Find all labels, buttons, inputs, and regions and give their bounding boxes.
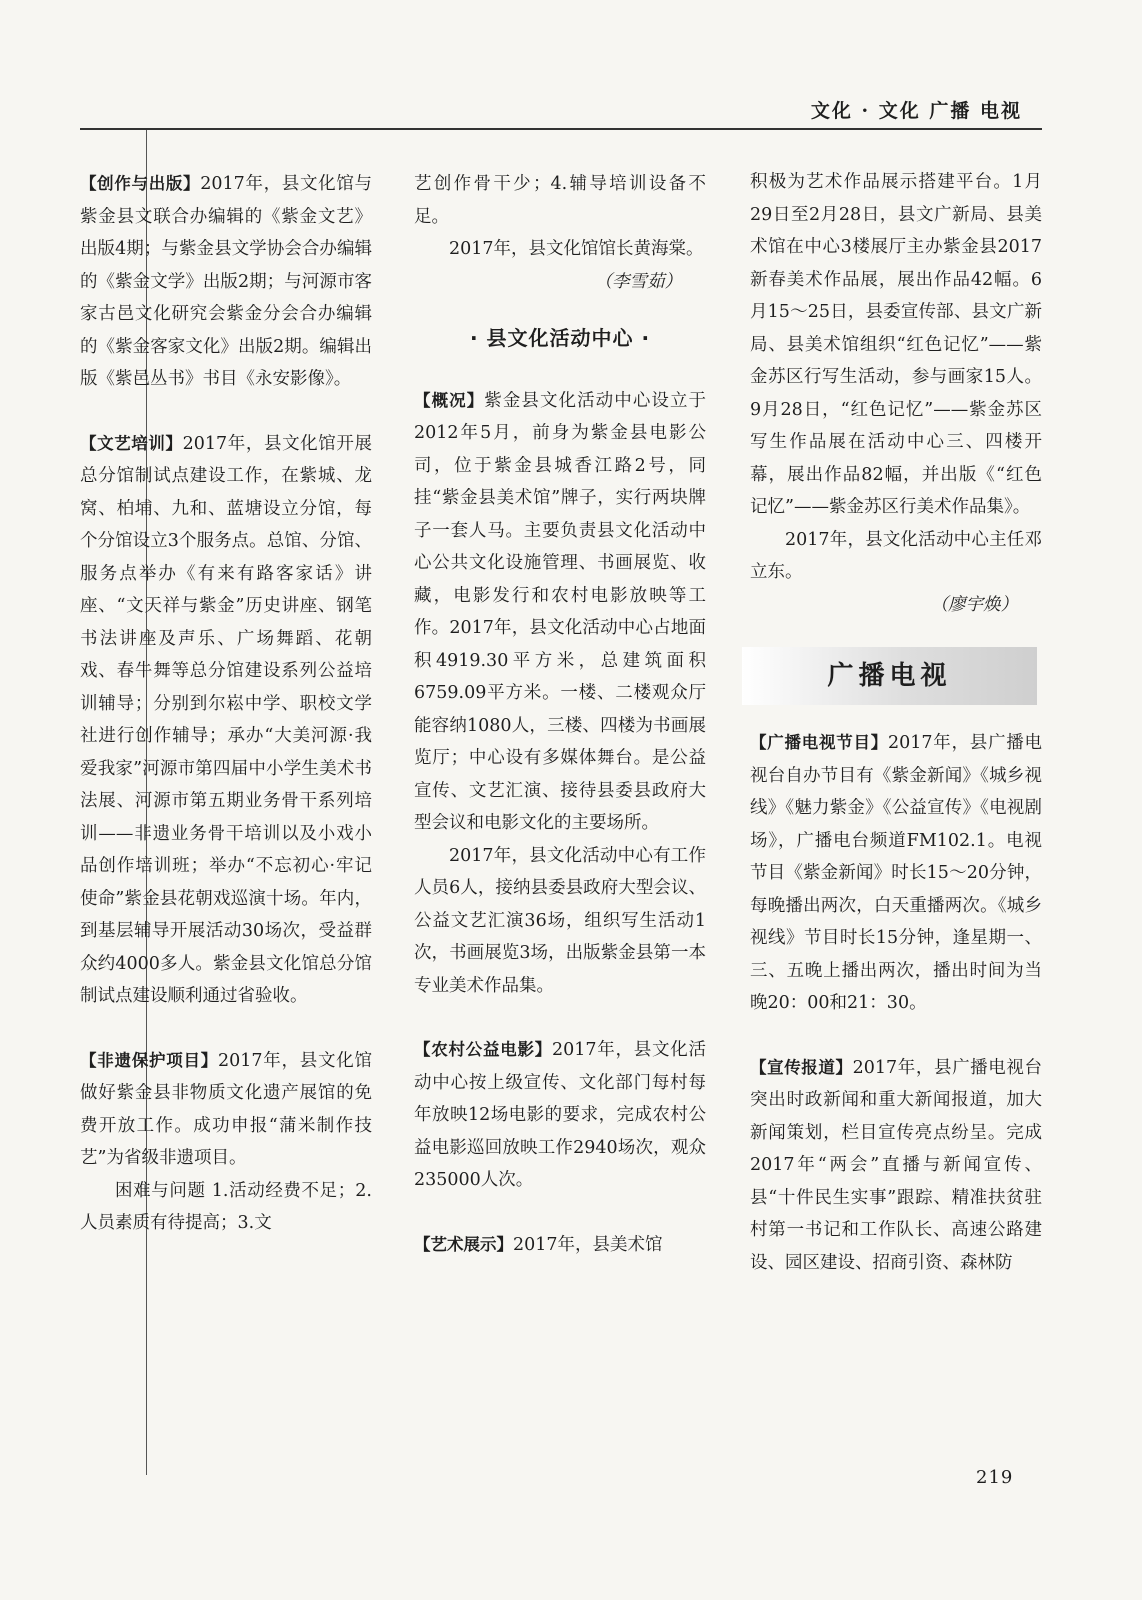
chapter-banner: 广播电视: [742, 647, 1037, 705]
section-creation-publishing: [80, 168, 372, 396]
column-2: [414, 168, 706, 1261]
staff-paragraph: 2017年，县文化活动中心有工作人员6人，接纳县委县政府大型会议、公益文艺汇演36场，组织写生活动1次，书画展览3场，出版紫金县第一本专业美术作品集。: [414, 845, 706, 996]
section-body: 2017年，县文化馆开展总分馆制试点建设工作，在紫城、龙窝、柏埔、九和、蓝塘设立分馆，每个分馆设立3个服务点。总馆、分馆、服务点举办《有来有路客家话》讲座、“文天祥与紫金”历史讲座、钢笔书法讲座及声乐、广场舞蹈、花朝戏、春牛舞等总分馆建设系列公益培训辅导；分别到尔崧中学、职校文学社进行创作辅导；承办“大美河源·我爱我家”河源市第四届中小学生美术书法展、河源市第五期业务骨干系列培训——非遗业务骨干培训以及小戏小品创作培训班；举办“不忘初心·牢记使命”紫金县花朝戏巡演十场。年内，到基层辅导开展活动30场次，受益群众约4000多人。紫金县文化馆总分馆制试点建设顺利通过省验收。: [80, 433, 372, 1006]
section-publicity-reports: [750, 1052, 1042, 1280]
section-intangible-heritage: [80, 1045, 372, 1175]
difficulties-paragraph: 困难与问题 1.活动经费不足；2.人员素质有待提高；3.文: [80, 1180, 372, 1233]
continued-paragraph: 艺创作骨干少；4.辅导培训设备不足。: [414, 174, 706, 227]
author-credit: （李雪茹）: [594, 271, 682, 292]
section-art-display: [414, 1229, 706, 1262]
section-rural-film: [414, 1034, 706, 1197]
section-heading: 【广播电视节目】: [750, 733, 888, 752]
section-heading: 【文艺培训】: [80, 433, 183, 453]
subsection-title: · 县文化活动中心 ·: [469, 326, 651, 350]
section-heading: 【宣传报道】: [750, 1057, 853, 1077]
section-heading: 【艺术展示】: [414, 1234, 513, 1254]
header-rule: [80, 128, 1042, 130]
section-body: 紫金县文化活动中心设立于2012年5月，前身为紫金县电影公司，位于紫金县城香江路2号，同挂“紫金县美术馆”牌子，实行两块牌子一套人马。主要负责县文化活动中心公共文化设施管理、书画展览、收藏，电影发行和农村电影放映等工作。2017年，县文化活动中心占地面积4919.30平方米，总建筑面积6759.09平方米。一楼、二楼观众厅能容纳1080人，三楼、四楼为书画展览厅；中心设有多媒体舞台。是公益宣传、文艺汇演、接待县委县政府大型会议和电影文化的主要场所。: [414, 390, 707, 833]
director-paragraph: 2017年，县文化活动中心主任邓立东。: [750, 529, 1042, 582]
section-body: 2017年，县文化馆与紫金县文联合办编辑的《紫金文艺》出版4期；与紫金县文学协会合办编辑的《紫金文学》出版2期；与河源市客家古邑文化研究会紫金分会合办编辑的《紫金客家文化》出版2期。编辑出版《紫邑丛书》书目《永安影像》。: [80, 174, 372, 389]
section-overview: [414, 385, 706, 840]
section-heading: 【创作与出版】: [80, 174, 201, 193]
section-body: 2017年，县广播电视台突出时政新闻和重大新闻报道，加大新闻策划，栏目宣传亮点纷呈。完成2017年“两会”直播与新闻宣传、县“十件民生实事”跟踪、精准扶贫驻村第一书记和工作队长、高速公路建设、园区建设、招商引资、森林防: [750, 1057, 1042, 1273]
author-credit: （廖宇焕）: [930, 594, 1018, 615]
page-number: 219: [976, 1467, 1014, 1488]
section-heading: 【非遗保护项目】: [80, 1050, 218, 1070]
column-3: [750, 166, 1042, 1279]
column-1: [80, 168, 372, 1240]
continued-paragraph: 积极为艺术作品展示搭建平台。1月29日至2月28日，县文广新局、县美术馆在中心3楼展厅主办紫金县2017新春美术作品展，展出作品42幅。6月15～25日，县委宣传部、县文广新局、县美术馆组织“红色记忆”——紫金苏区行写生活动，参与画家15人。9月28日，“红色记忆”——紫金苏区写生作品展在活动中心三、四楼开幕，展出作品82幅，并出版《“红色记忆”——紫金苏区行美术作品集》。: [750, 172, 1042, 517]
section-arts-training: [80, 428, 372, 1013]
section-broadcast-programs: [750, 727, 1042, 1020]
section-body: 2017年，县文化馆做好紫金县非物质文化遗产展馆的免费开放工作。成功申报“蒲米制作技艺”为省级非遗项目。: [80, 1050, 373, 1168]
section-body: 2017年，县广播电视台自办节目有《紫金新闻》《城乡视线》《魅力紫金》《公益宣传》《电视剧场》，广播电台频道FM102.1。电视节目《紫金新闻》时长15～20分钟，每晚播出两次，白天重播两次。《城乡视线》节目时长15分钟，逢星期一、三、五晚上播出两次，播出时间为当晚20：00和21：30。: [750, 733, 1043, 1013]
running-header: [80, 96, 1042, 130]
section-body: 2017年，县美术馆: [513, 1234, 663, 1255]
section-heading: 【概况】: [414, 390, 485, 410]
running-header-title: 文化 · 文化 广播 电视: [810, 100, 1022, 122]
section-heading: 【农村公益电影】: [414, 1040, 552, 1059]
section-body: 2017年，县文化活动中心按上级宣传、文化部门每村每年放映12场电影的要求，完成农村公益电影巡回放映工作2940场次，观众235000人次。: [414, 1040, 707, 1190]
director-paragraph: 2017年，县文化馆馆长黄海棠。: [449, 239, 704, 259]
